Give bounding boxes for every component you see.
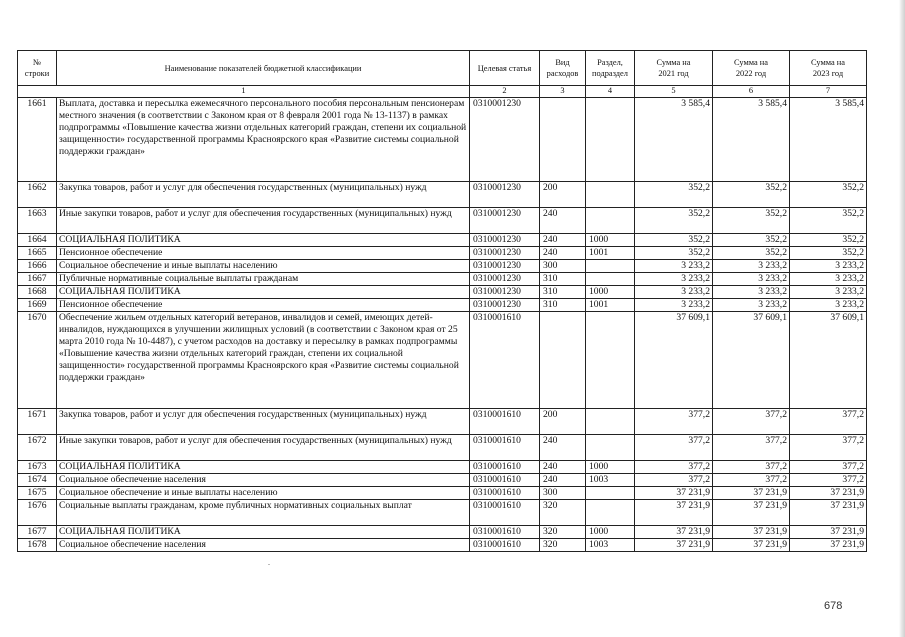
row-number: 1661	[18, 98, 57, 182]
row-sum-2021: 377,2	[635, 474, 713, 487]
row-sum-2021: 377,2	[635, 409, 713, 435]
row-number: 1664	[18, 234, 57, 247]
row-sum-2021: 352,2	[635, 247, 713, 260]
row-sum-2021: 377,2	[635, 435, 713, 461]
row-number: 1666	[18, 260, 57, 273]
row-expense-type: 310	[540, 286, 586, 299]
row-sum-2022: 3 585,4	[713, 98, 790, 182]
row-target-article: 0310001230	[470, 260, 540, 273]
row-number: 1668	[18, 286, 57, 299]
row-sum-2021: 3 233,2	[635, 286, 713, 299]
row-section: 1003	[586, 539, 635, 552]
row-indicator-name: Иные закупки товаров, работ и услуг для обеспечения государственных (муниципальных) нужд	[57, 208, 470, 234]
row-sum-2023: 3 233,2	[790, 260, 867, 273]
row-target-article: 0310001610	[470, 461, 540, 474]
column-number: 6	[713, 86, 790, 98]
row-sum-2022: 3 233,2	[713, 273, 790, 286]
row-sum-2023: 377,2	[790, 474, 867, 487]
row-section	[586, 487, 635, 500]
row-sum-2023: 37 231,9	[790, 500, 867, 526]
budget-table	[17, 50, 867, 552]
row-target-article: 0310001230	[470, 247, 540, 260]
column-number: 4	[586, 86, 635, 98]
column-number: 3	[540, 86, 586, 98]
row-sum-2022: 377,2	[713, 409, 790, 435]
column-number: 5	[635, 86, 713, 98]
row-indicator-name: СОЦИАЛЬНАЯ ПОЛИТИКА	[57, 234, 470, 247]
row-sum-2021: 3 233,2	[635, 273, 713, 286]
row-sum-2023: 3 233,2	[790, 273, 867, 286]
row-section	[586, 312, 635, 409]
row-expense-type: 300	[540, 260, 586, 273]
header-sum-2022: Сумма на 2022 год	[713, 51, 790, 86]
row-sum-2021: 352,2	[635, 208, 713, 234]
table-row	[18, 98, 867, 182]
row-expense-type: 320	[540, 539, 586, 552]
row-expense-type: 240	[540, 461, 586, 474]
row-target-article: 0310001230	[470, 182, 540, 208]
row-target-article: 0310001610	[470, 474, 540, 487]
row-number: 1667	[18, 273, 57, 286]
row-sum-2022: 352,2	[713, 182, 790, 208]
header-target-article: Целевая статья	[470, 51, 540, 86]
row-section: 1001	[586, 299, 635, 312]
row-number: 1665	[18, 247, 57, 260]
row-expense-type: 310	[540, 299, 586, 312]
row-target-article: 0310001610	[470, 487, 540, 500]
table-row	[18, 234, 867, 247]
row-target-article: 0310001610	[470, 539, 540, 552]
row-indicator-name: Социальное обеспечение населения	[57, 539, 470, 552]
row-indicator-name: Пенсионное обеспечение	[57, 299, 470, 312]
column-number-row	[18, 86, 867, 98]
row-expense-type: 300	[540, 487, 586, 500]
row-indicator-name: Обеспечение жильем отдельных категорий ветеранов, инвалидов и семей, имеющих детей-инвалидов, нуждающихся в улучшении жилищных условий (в соответствии с Законом края от 25 марта 2010 года № 10-4487), с учетом расходов на доставку и пересылку в рамках подпрограммы «Повышение качества жизни отдельных категорий граждан, степени их социальной защищенности» государственной программы Красноярского края «Развитие системы социальной поддержки граждан»	[57, 312, 470, 409]
row-sum-2022: 37 231,9	[713, 500, 790, 526]
row-target-article: 0310001230	[470, 273, 540, 286]
row-sum-2021: 37 231,9	[635, 539, 713, 552]
table-row	[18, 539, 867, 552]
row-target-article: 0310001230	[470, 208, 540, 234]
table-row	[18, 208, 867, 234]
row-target-article: 0310001230	[470, 234, 540, 247]
row-number: 1675	[18, 487, 57, 500]
row-section	[586, 208, 635, 234]
table-row	[18, 260, 867, 273]
row-number: 1677	[18, 526, 57, 539]
row-expense-type: 240	[540, 208, 586, 234]
row-target-article: 0310001610	[470, 500, 540, 526]
row-indicator-name: Выплата, доставка и пересылка ежемесячного персонального пособия персональным пенсионерам местного значения (в соответствии с Законом края от 8 февраля 2001 года № 13-1137) в рамках подпрограммы «Повышение качества жизни отдельных категорий граждан, степени их социальной защищенности» государственной программы Красноярского края «Развитие системы социальной поддержки граждан»	[57, 98, 470, 182]
row-sum-2023: 377,2	[790, 435, 867, 461]
row-expense-type: 320	[540, 500, 586, 526]
row-target-article: 0310001230	[470, 286, 540, 299]
column-number: 1	[18, 86, 470, 98]
row-expense-type: 240	[540, 474, 586, 487]
row-sum-2022: 3 233,2	[713, 286, 790, 299]
row-section	[586, 500, 635, 526]
table-body	[18, 98, 867, 552]
row-section: 1000	[586, 526, 635, 539]
row-indicator-name: Иные закупки товаров, работ и услуг для обеспечения государственных (муниципальных) нужд	[57, 435, 470, 461]
row-number: 1673	[18, 461, 57, 474]
row-section	[586, 182, 635, 208]
row-sum-2023: 37 231,9	[790, 487, 867, 500]
row-sum-2023: 37 609,1	[790, 312, 867, 409]
table-row	[18, 474, 867, 487]
table-row	[18, 526, 867, 539]
row-section: 1001	[586, 247, 635, 260]
row-expense-type: 240	[540, 435, 586, 461]
row-sum-2021: 37 231,9	[635, 526, 713, 539]
row-sum-2023: 352,2	[790, 234, 867, 247]
header-indicator-name: Наименование показателей бюджетной классификации	[57, 51, 470, 86]
header-section: Раздел, подраздел	[586, 51, 635, 86]
row-sum-2021: 3 585,4	[635, 98, 713, 182]
page-number: 678	[824, 600, 843, 612]
row-section: 1000	[586, 286, 635, 299]
table-row	[18, 461, 867, 474]
header-sum-2021: Сумма на 2021 год	[635, 51, 713, 86]
row-number: 1672	[18, 435, 57, 461]
row-expense-type	[540, 312, 586, 409]
row-indicator-name: Социальное обеспечение и иные выплаты населению	[57, 260, 470, 273]
row-sum-2023: 3 585,4	[790, 98, 867, 182]
row-sum-2021: 352,2	[635, 234, 713, 247]
row-sum-2022: 3 233,2	[713, 260, 790, 273]
row-sum-2023: 352,2	[790, 247, 867, 260]
row-sum-2023: 37 231,9	[790, 526, 867, 539]
row-sum-2022: 377,2	[713, 474, 790, 487]
header-sum-2023: Сумма на 2023 год	[790, 51, 867, 86]
scan-speck	[268, 564, 270, 565]
row-target-article: 0310001610	[470, 312, 540, 409]
row-section	[586, 409, 635, 435]
row-section	[586, 260, 635, 273]
table-row	[18, 247, 867, 260]
row-section: 1003	[586, 474, 635, 487]
row-sum-2021: 37 609,1	[635, 312, 713, 409]
table-row	[18, 500, 867, 526]
row-expense-type: 200	[540, 182, 586, 208]
row-sum-2022: 377,2	[713, 461, 790, 474]
table-row	[18, 487, 867, 500]
row-expense-type	[540, 98, 586, 182]
row-indicator-name: Закупка товаров, работ и услуг для обеспечения государственных (муниципальных) нужд	[57, 182, 470, 208]
row-sum-2023: 377,2	[790, 461, 867, 474]
row-sum-2022: 377,2	[713, 435, 790, 461]
page-edge-shadow	[899, 0, 905, 637]
row-sum-2023: 3 233,2	[790, 299, 867, 312]
table-row	[18, 299, 867, 312]
row-sum-2021: 3 233,2	[635, 260, 713, 273]
row-sum-2022: 352,2	[713, 234, 790, 247]
table-row	[18, 182, 867, 208]
row-indicator-name: СОЦИАЛЬНАЯ ПОЛИТИКА	[57, 526, 470, 539]
row-indicator-name: Публичные нормативные социальные выплаты гражданам	[57, 273, 470, 286]
row-section	[586, 98, 635, 182]
row-indicator-name: Социальное обеспечение населения	[57, 474, 470, 487]
row-target-article: 0310001230	[470, 98, 540, 182]
row-number: 1669	[18, 299, 57, 312]
table-row	[18, 435, 867, 461]
table-row	[18, 286, 867, 299]
row-target-article: 0310001610	[470, 526, 540, 539]
row-expense-type: 200	[540, 409, 586, 435]
row-indicator-name: СОЦИАЛЬНАЯ ПОЛИТИКА	[57, 461, 470, 474]
row-sum-2021: 37 231,9	[635, 487, 713, 500]
row-indicator-name: Закупка товаров, работ и услуг для обеспечения государственных (муниципальных) нужд	[57, 409, 470, 435]
row-number: 1674	[18, 474, 57, 487]
row-expense-type: 240	[540, 234, 586, 247]
row-sum-2022: 3 233,2	[713, 299, 790, 312]
header-row	[18, 51, 867, 86]
table-row	[18, 409, 867, 435]
row-number: 1678	[18, 539, 57, 552]
table-row	[18, 273, 867, 286]
row-sum-2021: 377,2	[635, 461, 713, 474]
header-row-number: № строки	[18, 51, 57, 86]
row-number: 1676	[18, 500, 57, 526]
row-indicator-name: Социальное обеспечение и иные выплаты населению	[57, 487, 470, 500]
row-number: 1663	[18, 208, 57, 234]
header-expense-type: Вид расходов	[540, 51, 586, 86]
row-target-article: 0310001230	[470, 299, 540, 312]
row-sum-2022: 352,2	[713, 247, 790, 260]
row-target-article: 0310001610	[470, 435, 540, 461]
row-section	[586, 273, 635, 286]
row-number: 1670	[18, 312, 57, 409]
row-sum-2023: 352,2	[790, 182, 867, 208]
row-number: 1662	[18, 182, 57, 208]
row-sum-2021: 3 233,2	[635, 299, 713, 312]
column-number: 2	[470, 86, 540, 98]
row-sum-2023: 352,2	[790, 208, 867, 234]
row-expense-type: 240	[540, 247, 586, 260]
row-sum-2022: 37 609,1	[713, 312, 790, 409]
row-indicator-name: СОЦИАЛЬНАЯ ПОЛИТИКА	[57, 286, 470, 299]
row-expense-type: 320	[540, 526, 586, 539]
row-sum-2021: 352,2	[635, 182, 713, 208]
row-indicator-name: Пенсионное обеспечение	[57, 247, 470, 260]
row-sum-2021: 37 231,9	[635, 500, 713, 526]
row-sum-2023: 377,2	[790, 409, 867, 435]
row-sum-2022: 352,2	[713, 208, 790, 234]
row-expense-type: 310	[540, 273, 586, 286]
row-sum-2023: 3 233,2	[790, 286, 867, 299]
row-target-article: 0310001610	[470, 409, 540, 435]
row-number: 1671	[18, 409, 57, 435]
row-sum-2022: 37 231,9	[713, 487, 790, 500]
row-indicator-name: Социальные выплаты гражданам, кроме публичных нормативных социальных выплат	[57, 500, 470, 526]
row-section	[586, 435, 635, 461]
row-sum-2022: 37 231,9	[713, 539, 790, 552]
row-sum-2023: 37 231,9	[790, 539, 867, 552]
table-row	[18, 312, 867, 409]
row-section: 1000	[586, 461, 635, 474]
row-section: 1000	[586, 234, 635, 247]
column-number: 7	[790, 86, 867, 98]
row-sum-2022: 37 231,9	[713, 526, 790, 539]
